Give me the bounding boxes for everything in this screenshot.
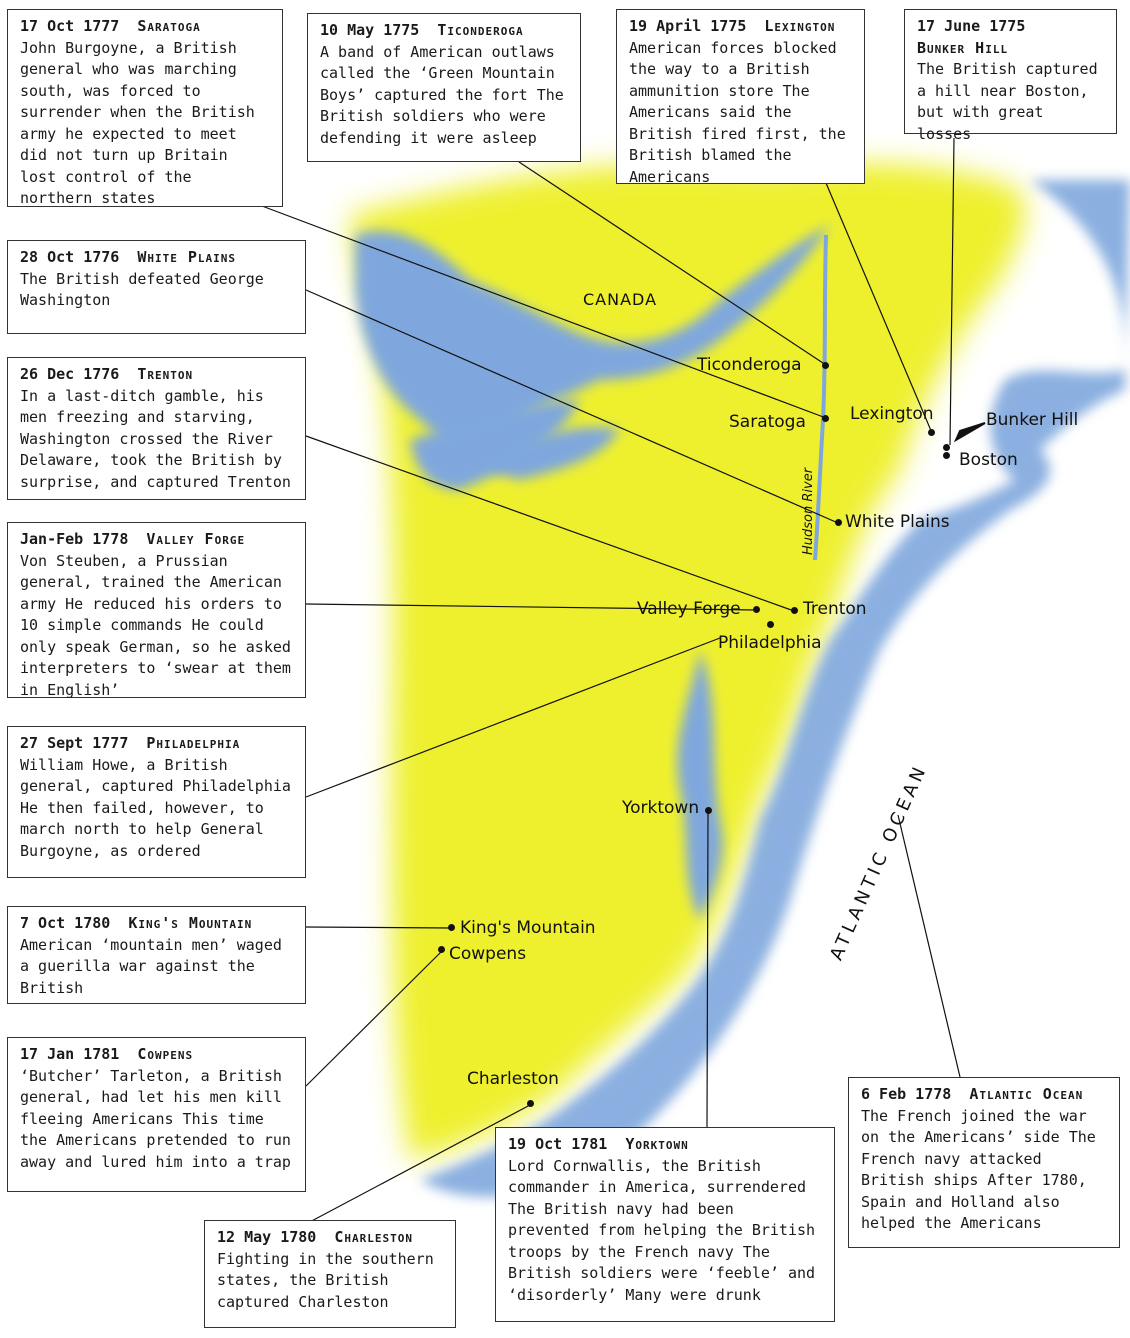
event-date: 19 Oct 1781 xyxy=(508,1135,608,1153)
event-box-atlantic-ocean xyxy=(848,1077,1120,1248)
event-date: 17 Jan 1781 xyxy=(20,1045,120,1063)
dot-lexington xyxy=(928,429,935,436)
place-label-cowpens: Cowpens xyxy=(449,944,527,964)
ocean-label-atlantic: ATLANTIC OCEAN xyxy=(826,760,932,964)
event-date: 12 May 1780 xyxy=(217,1228,317,1246)
leader-atlantic-ocean xyxy=(898,815,960,1077)
event-date: 27 Sept 1777 xyxy=(20,734,129,752)
event-text: ‘Butcher’ Tarleton, a British general, had let his men kill fleeing Americans This time the Americans pretended to run away and lured him into a trap xyxy=(20,1066,291,1171)
dot-philadelphia xyxy=(767,621,774,628)
event-place: Lexington xyxy=(764,17,836,35)
place-label-philadelphia: Philadelphia xyxy=(718,633,822,653)
place-label-ticonderoga: Ticonderoga xyxy=(697,355,802,375)
event-place: Bunker Hill xyxy=(917,38,1009,57)
dot-bunker-hill xyxy=(943,444,950,451)
dot-white-plains xyxy=(835,519,842,526)
event-place: Trenton xyxy=(137,365,194,383)
place-label-lexington: Lexington xyxy=(850,404,934,424)
event-box-yorktown xyxy=(495,1127,835,1322)
place-label-bunker-hill: Bunker Hill xyxy=(986,410,1079,430)
place-label-white-plains: White Plains xyxy=(845,512,950,532)
dot-charleston xyxy=(527,1100,534,1107)
event-place: King's Mountain xyxy=(128,914,253,932)
event-date: 17 June 1775 xyxy=(917,17,1026,35)
event-text: John Burgoyne, a British general who was marching south, was forced to surrender when the British army he expected to meet did not turn up Britain lost control of the northern states xyxy=(20,38,255,207)
event-place: White Plains xyxy=(137,248,237,266)
place-label-boston: Boston xyxy=(959,450,1018,470)
place-label-charleston: Charleston xyxy=(467,1069,559,1089)
dot-boston xyxy=(943,452,950,459)
event-text: American ‘mountain men’ waged a guerilla war against the British xyxy=(20,935,282,997)
event-place: Cowpens xyxy=(137,1045,194,1063)
event-box-cowpens xyxy=(7,1037,306,1192)
event-place: Philadelphia xyxy=(146,734,241,752)
region-label-canada: CANADA xyxy=(583,290,658,309)
event-text: Lord Cornwallis, the British commander in America, surrendered The British navy had been prevented from helping the British troops by the French navy The British soldiers were ‘feeble’ and ‘disorderly’ Many were drunk xyxy=(508,1156,816,1304)
dot-ticonderoga xyxy=(822,362,829,369)
event-text: William Howe, a British general, captured Philadelphia He then failed, however, to march north to help General Burgoyne, as ordered xyxy=(20,755,291,860)
event-place: Charleston xyxy=(334,1228,413,1246)
event-text: American forces blocked the way to a British ammunition store The Americans said the British fired first, the British blamed the Americans xyxy=(629,38,846,186)
dot-trenton xyxy=(791,607,798,614)
place-label-kings-mountain: King's Mountain xyxy=(460,918,596,938)
dot-kings-mountain xyxy=(448,924,455,931)
dot-cowpens xyxy=(438,946,445,953)
event-text: Von Steuben, a Prussian general, trained the American army He reduced his orders to 10 simple commands He could only speak German, so he asked interpreters to ‘swear at them in English’ xyxy=(20,551,291,699)
place-label-trenton: Trenton xyxy=(803,599,867,619)
place-label-yorktown: Yorktown xyxy=(622,798,700,818)
event-text: The French joined the war on the Americans’ side The French navy attacked British ships After 1780, Spain and Holland also helped the Americans xyxy=(861,1106,1096,1232)
event-date: 19 April 1775 xyxy=(629,17,747,35)
event-place: Saratoga xyxy=(137,17,201,35)
place-label-valley-forge: Valley Forge xyxy=(637,599,741,619)
event-box-bunker-hill xyxy=(904,9,1117,143)
dot-yorktown xyxy=(705,807,712,814)
event-box-trenton xyxy=(7,357,306,500)
event-date: 28 Oct 1776 xyxy=(20,248,120,266)
event-box-ticonderoga xyxy=(307,13,581,162)
event-date: 10 May 1775 xyxy=(320,21,420,39)
event-box-white-plains xyxy=(7,240,306,334)
place-label-saratoga: Saratoga xyxy=(729,412,806,432)
event-box-kings-mountain xyxy=(7,906,306,1004)
event-box-philadelphia xyxy=(7,726,306,878)
river-label-hudson: Hudson River xyxy=(801,467,816,555)
event-text: In a last-ditch gamble, his men freezing and starving, Washington crossed the River Delaware, took the British by surprise, and captured Trenton xyxy=(20,386,291,491)
event-date: 17 Oct 1777 xyxy=(20,17,120,35)
event-date: 26 Dec 1776 xyxy=(20,365,120,383)
event-text: The British defeated George Washington xyxy=(20,269,264,309)
event-box-charleston xyxy=(204,1220,456,1328)
event-date: 6 Feb 1778 xyxy=(861,1085,952,1103)
dot-saratoga xyxy=(822,415,829,422)
event-text: The British captured a hill near Boston, but with great losses xyxy=(917,60,1098,143)
event-box-lexington xyxy=(616,9,865,184)
event-box-valley-forge xyxy=(7,522,306,698)
event-text: A band of American outlaws called the ‘Green Mountain Boys’ captured the fort The British soldiers who were defending it were asleep xyxy=(320,42,564,147)
bunker-hill-arrow xyxy=(956,423,985,440)
event-box-saratoga xyxy=(7,9,283,207)
event-place: Atlantic Ocean xyxy=(969,1085,1084,1103)
event-date: Jan-Feb 1778 xyxy=(20,530,129,548)
event-place: Yorktown xyxy=(625,1135,689,1153)
event-place: Valley Forge xyxy=(146,530,246,548)
event-text: Fighting in the southern states, the British captured Charleston xyxy=(217,1249,434,1311)
event-date: 7 Oct 1780 xyxy=(20,914,111,932)
event-place: Ticonderoga xyxy=(437,21,524,39)
dot-valley-forge xyxy=(753,606,760,613)
